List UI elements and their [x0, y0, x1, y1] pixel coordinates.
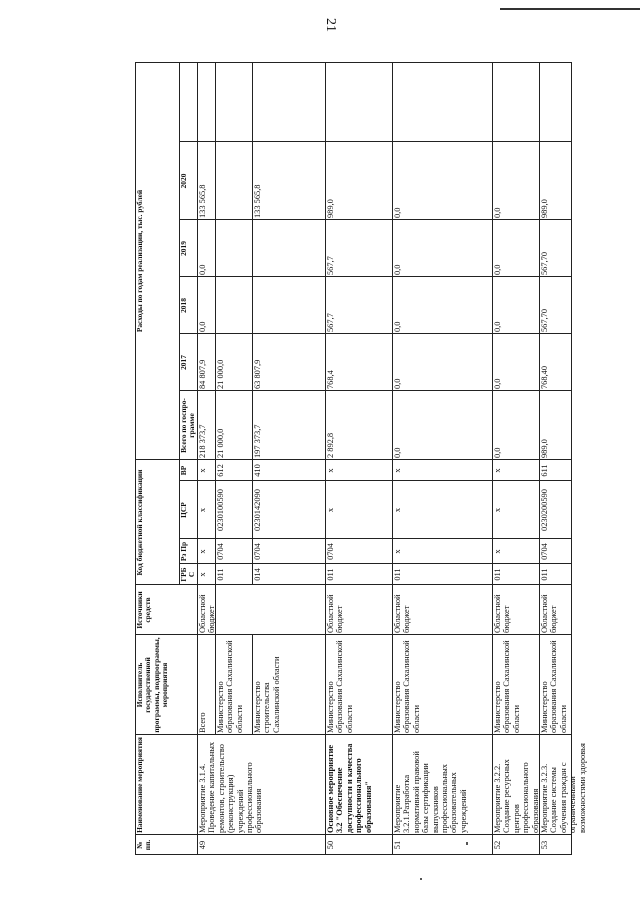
header-executor: Исполнитель государственной программы, подпрограммы, мероприятия	[135, 637, 169, 733]
row-49-sub2-y2017: 21 000,0	[216, 359, 225, 389]
row-49-sub1-y2017: 84 807,9	[198, 359, 207, 389]
row-49-sub3-vr: 410	[253, 464, 262, 477]
row-51-vr: х	[393, 468, 402, 473]
row-49-sub2-y2019	[215, 220, 252, 277]
header-2018: 2018	[179, 298, 188, 313]
row-51-y2018: 0,0	[393, 321, 402, 332]
row-53-num: 53	[540, 840, 549, 850]
row-53-source: Областной бюджет	[540, 594, 559, 633]
row-52-name: Мероприятие 3.2.2. Создание ресурсных центров профессионального образования	[493, 759, 540, 833]
row-49-sub1-y2020: 133 565,8	[198, 184, 207, 218]
row-49-sub2-y2020	[215, 142, 252, 220]
row-50-total: 2 892,8	[326, 432, 335, 458]
header-budget-code: Код бюджетной классификации	[135, 469, 144, 576]
row-50-vr: х	[326, 468, 335, 473]
row-49-sub1-executor: Всего	[198, 712, 207, 733]
header-grbs: ГРБ С	[179, 567, 197, 582]
row-52-y2020: 0,0	[493, 207, 502, 218]
row-49-sub3-csr: 0230142090	[253, 489, 262, 531]
row-53-name: Мероприятие 3.2.3. Создание системы обучения граждан с ограниченными возможностями здоровья	[540, 743, 587, 833]
row-49-sub1-y2018: 0,0	[198, 321, 207, 332]
row-49-sub1-vr: х	[198, 468, 207, 473]
header-source: Источники средств	[135, 591, 153, 629]
row-52-y2019: 0,0	[493, 264, 502, 275]
scan-speck	[466, 842, 468, 845]
row-51-name: Мероприятие 3.2.1.Разработка нормативной правовой базы сертификации выпускников профессиональных образовательных учреждений	[393, 751, 468, 833]
row-49-sub3-rzpr: 0704	[253, 543, 262, 560]
row-49-sub3-y2020: 133 565,8	[253, 184, 262, 218]
row-51-num: 51	[393, 840, 402, 850]
header-rzpr: Рз Пр	[179, 541, 188, 562]
row-49-sub1-total: 218 373,7	[198, 424, 207, 458]
row-51-y2017: 0,0	[393, 378, 402, 389]
row-50-y2020: 989,0	[326, 199, 335, 218]
row-52-vr: х	[493, 468, 502, 473]
header-csr: ЦСР	[179, 502, 188, 518]
row-49-name: Мероприятие 3.1.4. Проведение капитальных ремонтов, строительство (реконструкция) учреждений профессионального образования	[198, 741, 264, 833]
row-53-executor: Министерство образования Сахалинской области	[540, 640, 568, 733]
row-49-sub1-y2019: 0,0	[198, 264, 207, 275]
rotated-table	[135, 62, 587, 855]
row-52-total: 0,0	[493, 447, 502, 458]
header-2017: 2017	[179, 355, 188, 370]
row-51-executor: Министерство образования Сахалинской области	[393, 640, 421, 733]
row-51-csr: х	[393, 507, 402, 513]
row-51-y2020: 0,0	[393, 207, 402, 218]
row-50-grbs: 011	[326, 568, 335, 581]
row-52-executor: Министерство образования Сахалинской области	[493, 640, 521, 733]
row-53-vr: 611	[540, 464, 549, 477]
row-49-num: 49	[198, 840, 207, 850]
row-50-y2017: 768,4	[326, 370, 335, 389]
row-53-y2019: 567,70	[540, 251, 549, 275]
row-49-sub2-y2018	[215, 277, 252, 334]
row-52-rzpr: х	[493, 549, 502, 554]
header-2020: 2020	[179, 173, 188, 189]
row-51-rzpr: х	[393, 549, 402, 554]
row-49-sub2-vr: 612	[216, 464, 225, 477]
row-53-y2017: 768,40	[540, 365, 549, 389]
row-49-sub2-grbs: 011	[216, 568, 225, 581]
row-53-csr: 0230200590	[540, 489, 549, 531]
row-49-source: Областной бюджет	[198, 594, 217, 633]
table-border-right	[135, 62, 572, 63]
row-49-sub3-grbs: 014	[253, 568, 262, 581]
row-50-csr: х	[326, 507, 335, 513]
header-num: № пп.	[135, 839, 153, 851]
row-49-sub2-rzpr: 0704	[216, 543, 225, 560]
scan-edge-line	[500, 8, 640, 10]
row-50-source: Областной бюджет	[326, 594, 345, 633]
row-53-y2020: 989,0	[540, 199, 549, 218]
scan-speck	[420, 878, 422, 880]
header-name: Наименование мероприятия	[135, 737, 144, 833]
row-50-rzpr: 0704	[326, 543, 335, 560]
row-49-sub2-total: 21 000,0	[216, 428, 225, 458]
row-53-total: 989,0	[540, 439, 549, 458]
row-51-total: 0,0	[393, 447, 402, 458]
row-50-name: Основное мероприятие 3.2 "Обеспечение доступности и качества профессионального образования"	[326, 743, 373, 833]
row-51-y2019: 0,0	[393, 264, 402, 275]
row-52-y2017: 0,0	[493, 378, 502, 389]
row-49-sub3-executor: Министерство строительства Сахалинской области	[253, 656, 281, 733]
row-52-grbs: 011	[493, 568, 502, 581]
header-vr: ВР	[179, 465, 188, 476]
row-49-sub1-rzpr: х	[198, 549, 207, 554]
row-49-sub1-csr: х	[198, 507, 207, 513]
row-52-csr: х	[493, 507, 502, 513]
row-50-executor: Министерство образования Сахалинской области	[326, 640, 354, 733]
row-52-y2018: 0,0	[493, 321, 502, 332]
page-number: 21	[323, 18, 338, 32]
header-total: Всего по госпро-грамме	[179, 398, 197, 453]
row-51-source: Областной бюджет	[393, 594, 412, 633]
row-53-rzpr: 0704	[540, 543, 549, 560]
row-49-sub1-grbs: х	[198, 572, 207, 577]
row-52-source: Областной бюджет	[493, 594, 512, 633]
header-2019: 2019	[179, 241, 188, 256]
header-expenses: Расходы по годам реализации, тыс. рублей	[135, 189, 144, 333]
row-49-sub2-csr: 0230100590	[216, 489, 225, 531]
row-49-sub2-executor: Министерство образования Сахалинской области	[216, 640, 244, 733]
row-50-y2018: 567,7	[326, 313, 335, 332]
row-52-num: 52	[493, 840, 502, 850]
row-49-sub3-y2019	[252, 220, 325, 277]
row-49-sub3-total: 197 373,7	[253, 424, 262, 458]
row-49-sub3-y2018	[252, 277, 325, 334]
document-table-wrapper	[135, 62, 587, 855]
expenses-table	[135, 62, 587, 855]
row-50-y2019: 567,7	[326, 256, 335, 275]
row-51-grbs: 011	[393, 568, 402, 581]
row-49-sub3-y2017: 63 807,9	[253, 359, 262, 389]
row-53-y2018: 567,70	[540, 308, 549, 332]
row-50-num: 50	[326, 840, 335, 850]
row-53-grbs: 011	[540, 568, 549, 581]
